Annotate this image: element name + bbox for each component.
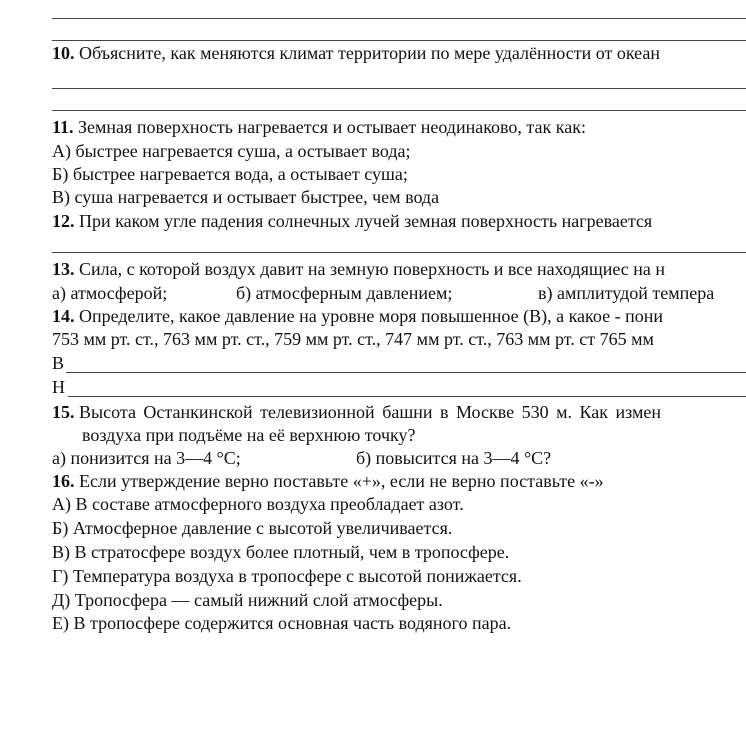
answer-line-high[interactable] [66, 372, 746, 373]
option: а) понизится на 3—4 °С; [52, 448, 241, 468]
option: В) суша нагревается и остывает быстрее, чем вода [52, 187, 440, 207]
question-text: Объясните, как меняются климат территории по мере удалённости от океан [79, 43, 660, 63]
question-number: 12. [52, 211, 75, 231]
option: Б) быстрее нагревается вода, а остывает суша; [52, 164, 408, 184]
answer-line [52, 88, 746, 89]
question-text: Земная поверхность нагревается и остывает неодинаково, так как: [78, 117, 586, 137]
pressure-values: 753 мм рт. ст., 763 мм рт. ст., 759 мм рт. ст., 747 мм рт. ст., 763 мм рт. ст 765 мм [52, 329, 654, 349]
option: А) быстрее нагревается суша, а остывает вода; [52, 141, 411, 161]
option: в) амплитудой темпера [538, 283, 715, 303]
low-pressure-label: Н [52, 377, 65, 397]
answer-line-low[interactable] [68, 396, 746, 397]
statement: Д) Тропосфера — самый нижний слой атмосферы. [52, 590, 443, 610]
answer-line [52, 110, 746, 111]
statement: Г) Температура воздуха в тропосфере с высотой понижается. [52, 566, 522, 586]
question-text-continued: воздуха при подъёме на её верхнюю точку? [82, 425, 416, 445]
question-text: Если утверждение верно поставьте «+», если не верно поставьте «-» [79, 471, 604, 491]
statement: Б) Атмосферное давление с высотой увеличивается. [52, 518, 453, 538]
option: б) повысится на 3—4 °С? [356, 448, 552, 468]
answer-line [52, 40, 746, 41]
option: а) атмосферой; [52, 283, 168, 303]
question-14 [52, 305, 663, 327]
question-number: 15. [52, 402, 75, 422]
question-10 [52, 42, 660, 64]
question-number: 14. [52, 306, 75, 326]
question-16 [52, 470, 604, 492]
question-11 [52, 116, 586, 138]
option: б) атмосферным давлением; [236, 283, 453, 303]
statement: В) В стратосфере воздух более плотный, чем в тропосфере. [52, 542, 510, 562]
question-number: 13. [52, 259, 75, 279]
statement: Е) В тропосфере содержится основная часть водяного пара. [52, 613, 512, 633]
question-number: 16. [52, 471, 75, 491]
answer-line [52, 252, 746, 253]
question-text: При каком угле падения солнечных лучей земная поверхность нагревается [79, 211, 653, 231]
question-text: Сила, с которой воздух давит на земную поверхность и все находящиес на н [79, 259, 666, 279]
question-text: Высота Останкинской телевизионной башни в Москве 530 м. Как измен [79, 402, 661, 422]
statement: А) В составе атмосферного воздуха преобладает азот. [52, 494, 464, 514]
question-13 [52, 258, 665, 280]
question-number: 11. [52, 117, 74, 137]
question-number: 10. [52, 43, 75, 63]
high-pressure-label: В [52, 353, 65, 373]
question-12 [52, 210, 652, 232]
answer-line [52, 18, 746, 19]
question-15 [52, 401, 661, 423]
question-text: Определите, какое давление на уровне моря повышенное (В), а какое - пони [79, 306, 663, 326]
